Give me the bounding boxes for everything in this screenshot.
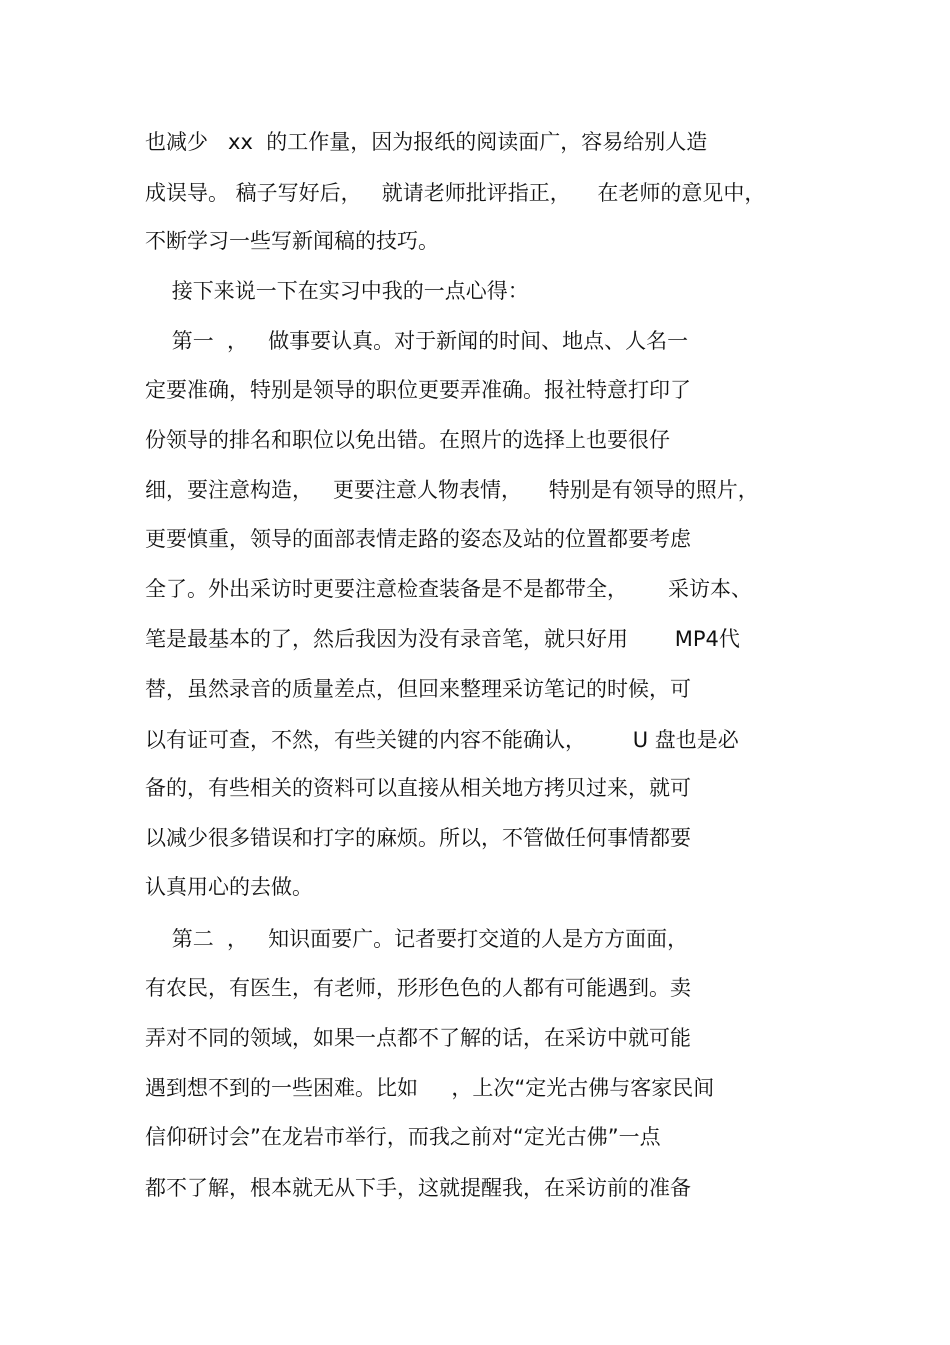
- text-line: 更要慎重，领导的面部表情走路的姿态及站的位置都要考虑: [145, 527, 691, 551]
- text-line: 以有证可查，不然，有些关键的内容不能确认， U 盘也是必: [145, 728, 739, 752]
- text-line: 成误导。 稿子写好后， 就请老师批评指正， 在老师的意见中，: [145, 181, 766, 205]
- text-line: 第一 ， 做事要认真。对于新闻的时间、地点、人名一: [145, 329, 689, 353]
- text-line: 细，要注意构造， 更要注意人物表情， 特别是有领导的照片，: [145, 478, 759, 502]
- text-line: 认真用心的去做。: [145, 875, 313, 899]
- text-line: 接下来说一下在实习中我的一点心得：: [145, 279, 529, 303]
- text-line: 定要准确，特别是领导的职位更要弄准确。报社特意打印了: [145, 378, 691, 402]
- text-line: 以减少很多错误和打字的麻烦。所以，不管做任何事情都要: [145, 826, 691, 850]
- text-line: 信仰研讨会”在龙岩市举行，而我之前对“定光古佛”一点: [145, 1125, 661, 1149]
- text-line: 份领导的排名和职位以免出错。在照片的选择上也要很仔: [145, 428, 670, 452]
- text-line: 遇到想不到的一些困难。比如 ，上次“定光古佛与客家民间: [145, 1076, 715, 1100]
- text-line: 替，虽然录音的质量差点，但回来整理采访笔记的时候，可: [145, 677, 691, 701]
- text-line: 也减少 xx 的工作量，因为报纸的阅读面广，容易给别人造: [145, 130, 708, 154]
- text-line: 有农民，有医生，有老师，形形色色的人都有可能遇到。卖: [145, 976, 691, 1000]
- text-line: 备的，有些相关的资料可以直接从相关地方拷贝过来，就可: [145, 776, 691, 800]
- text-line: 全了。外出采访时更要注意检查装备是不是都带全， 采访本、: [145, 577, 753, 601]
- text-line: 第二 ， 知识面要广。记者要打交道的人是方方面面，: [145, 927, 689, 951]
- text-line: 弄对不同的领域，如果一点都不了解的话，在采访中就可能: [145, 1026, 691, 1050]
- text-line: 不断学习一些写新闻稿的技巧。: [145, 229, 439, 253]
- text-line: 笔是最基本的了，然后我因为没有录音笔，就只好用 MP4代: [145, 627, 740, 651]
- text-line: 都不了解，根本就无从下手，这就提醒我，在采访前的准备: [145, 1176, 691, 1200]
